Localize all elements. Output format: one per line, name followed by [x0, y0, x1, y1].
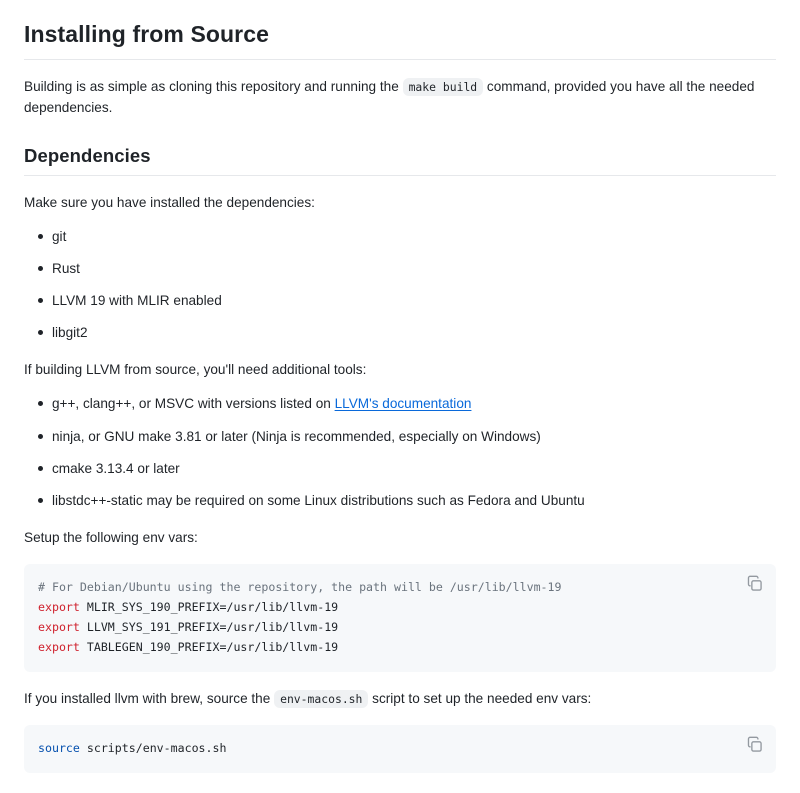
list-item-text: g++, clang++, or MSVC with versions listed on	[52, 396, 335, 412]
code-line-rest: MLIR_SYS_190_PREFIX=/usr/lib/llvm-19	[79, 599, 339, 614]
bottom-spacer	[24, 773, 776, 793]
intro-text-before: Building is as simple as cloning this repository and running the	[24, 78, 403, 94]
list-item: ninja, or GNU make 3.81 or later (Ninja is recommended, especially on Windows)	[52, 426, 776, 447]
code-keyword: export	[38, 619, 80, 634]
code-comment: # For Debian/Ubuntu using the repository, the path will be /usr/lib/llvm-19	[38, 579, 562, 594]
brew-text-before: If you installed llvm with brew, source the	[24, 690, 275, 706]
code-keyword: export	[38, 639, 80, 654]
list-item	[52, 393, 776, 414]
dependencies-intro: Make sure you have installed the dependencies:	[24, 195, 315, 211]
list-item: Rust	[52, 258, 776, 279]
make-build-code: make build	[403, 78, 484, 96]
list-item: git	[52, 226, 776, 247]
envvars-code-text	[38, 578, 736, 658]
brew-paragraph	[24, 688, 776, 709]
list-item: cmake 3.13.4 or later	[52, 458, 776, 479]
brew-text-after: script to set up the needed env vars:	[368, 690, 592, 706]
copy-icon[interactable]	[746, 736, 764, 754]
dependencies-list	[24, 226, 776, 343]
copy-icon[interactable]	[746, 575, 764, 593]
llvm-documentation-link[interactable]: LLVM's documentation	[334, 396, 472, 412]
list-item: LLVM 19 with MLIR enabled	[52, 290, 776, 311]
page-title: Installing from Source	[24, 20, 776, 60]
code-line-rest: scripts/env-macos.sh	[79, 740, 227, 755]
env-macos-code: env-macos.sh	[274, 690, 368, 708]
code-keyword: export	[38, 599, 80, 614]
tools-list	[24, 393, 776, 510]
intro-paragraph	[24, 76, 776, 118]
envvars-intro: Setup the following env vars:	[24, 529, 198, 545]
intro-text-after: command, provided you have all the needed dependencies.	[24, 78, 755, 115]
list-item: libstdc++-static may be required on some Linux distributions such as Fedora and Ubuntu	[52, 490, 776, 511]
code-line-rest: TABLEGEN_190_PREFIX=/usr/lib/llvm-19	[79, 639, 339, 654]
brew-code-text	[38, 739, 736, 759]
envvars-code-block	[24, 564, 776, 672]
code-function: source	[38, 740, 80, 755]
dependencies-heading: Dependencies	[24, 144, 776, 176]
tools-intro: If building LLVM from source, you'll need additional tools:	[24, 362, 367, 378]
code-line-rest: LLVM_SYS_191_PREFIX=/usr/lib/llvm-19	[79, 619, 339, 634]
list-item: libgit2	[52, 322, 776, 343]
brew-code-block	[24, 725, 776, 773]
